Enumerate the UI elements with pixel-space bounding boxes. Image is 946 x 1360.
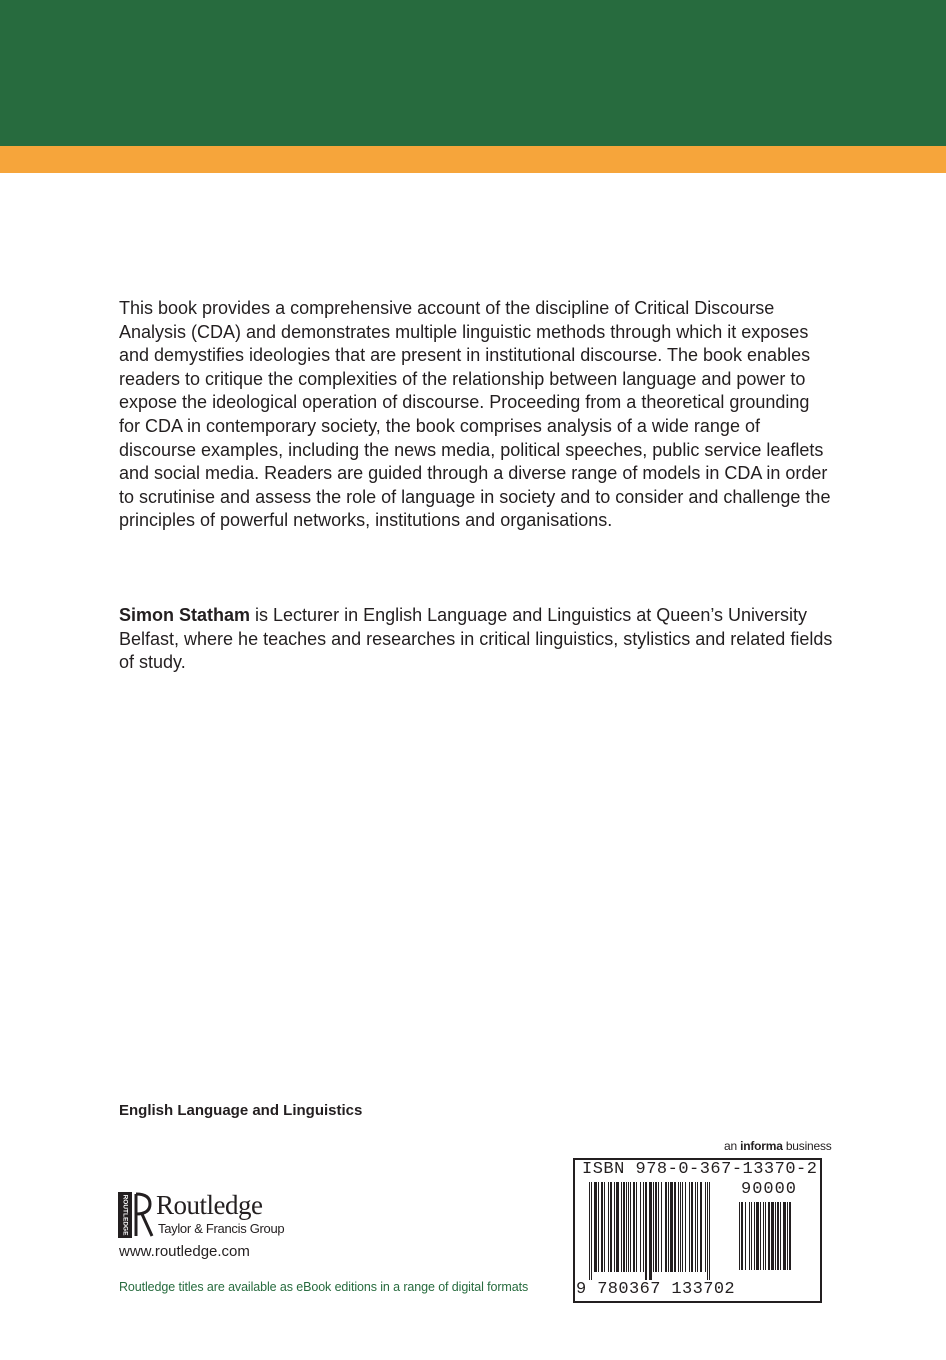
barcode-bar (674, 1182, 676, 1272)
barcode-bar (680, 1182, 681, 1272)
barcode-bar (789, 1202, 791, 1270)
barcode-bar (682, 1182, 683, 1272)
subject-category: English Language and Linguistics (119, 1102, 363, 1119)
isbn-label: ISBN 978-0-367-13370-2 (582, 1160, 818, 1179)
svg-text:ROUTLEDGE: ROUTLEDGE (121, 1194, 129, 1236)
barcode-bar (640, 1182, 641, 1272)
author-name: Simon Statham (119, 605, 251, 625)
barcode-bar (655, 1182, 657, 1272)
informa-suffix: business (782, 1139, 832, 1153)
informa-business-tag (724, 1139, 832, 1153)
barcode-addon-bars (739, 1202, 811, 1280)
barcode-bar (621, 1182, 622, 1272)
barcode-bar (623, 1182, 625, 1272)
barcode-bar (616, 1182, 619, 1272)
author-bio-text: is Lecturer in English Language and Linguistics at Queen’s University Belfast, where he teaches and researches in critical linguistics, stylistics and related fields of study. (119, 605, 833, 673)
author-bio (119, 604, 835, 675)
barcode-bar (691, 1182, 693, 1272)
barcode-bar (668, 1182, 669, 1272)
barcode-bar (695, 1182, 696, 1272)
barcode-bar (739, 1202, 740, 1270)
barcode-bar (658, 1182, 659, 1272)
barcode-bar (643, 1182, 644, 1272)
barcode-bar (626, 1182, 627, 1272)
barcode-bar (783, 1202, 786, 1270)
barcode-bar (678, 1182, 679, 1272)
barcode-bar (665, 1182, 667, 1272)
barcode-bar (608, 1182, 609, 1272)
barcode-bar (697, 1182, 698, 1272)
barcode-bar (765, 1202, 766, 1270)
barcode-bar (685, 1182, 686, 1272)
barcode-bar (628, 1182, 629, 1272)
ebook-note: Routledge titles are available as eBook editions in a range of digital formats (119, 1280, 529, 1294)
barcode-bar (670, 1182, 673, 1272)
barcode-bar (591, 1182, 592, 1280)
cover-top-band (0, 0, 946, 146)
barcode-bar (610, 1182, 612, 1272)
routledge-logo-mark (118, 1192, 132, 1238)
barcode-bar (589, 1182, 590, 1280)
barcode-digits: 9 780367 133702 (576, 1280, 736, 1299)
barcode-bar (645, 1182, 647, 1280)
cover-accent-band (0, 146, 946, 173)
publisher-group: Taylor & Francis Group (158, 1221, 285, 1236)
barcode-bar (636, 1182, 637, 1272)
barcode-bar (760, 1202, 761, 1270)
barcode-bar (749, 1202, 750, 1270)
barcode-bar (763, 1202, 764, 1270)
barcode-bar (649, 1182, 652, 1280)
barcode-bar (633, 1182, 635, 1272)
barcode-bar (705, 1182, 706, 1272)
barcode-bar (598, 1182, 599, 1272)
routledge-logo-r-icon (134, 1192, 154, 1238)
barcode-bar (775, 1202, 776, 1270)
barcode-bar (745, 1202, 746, 1270)
barcode-bar (653, 1182, 654, 1272)
barcode-bar (661, 1182, 662, 1272)
barcode-bar (604, 1182, 605, 1272)
price-code: 90000 (741, 1180, 798, 1199)
barcode-bar (709, 1182, 710, 1280)
barcode-bar (754, 1202, 755, 1270)
barcode-bar (751, 1202, 752, 1270)
isbn-barcode (573, 1158, 822, 1303)
barcode-bar (614, 1182, 615, 1272)
barcode-bar (787, 1202, 788, 1270)
barcode-bar (689, 1182, 690, 1272)
book-description: This book provides a comprehensive account of the discipline of Critical Discourse Analysis (CDA) and demonstrates multiple linguistic methods through which it exposes and demystifies ideologies that are present in institutional discourse. The book enables readers to critique the complexities of the relationship between language and power to expose the ideological operation of discourse. Proceeding from a theoretical grounding for CDA in contemporary society, the book comprises analysis of a wide range of discourse examples, including the news media, political speeches, public service leaflets and social media. Readers are guided through a diverse range of models in CDA in order to scrutinise and assess the role of language in society and to consider and challenge the principles of powerful networks, institutions and organisations. (119, 298, 831, 531)
informa-brand: informa (740, 1139, 783, 1153)
barcode-bar (771, 1202, 774, 1270)
informa-prefix: an (724, 1139, 741, 1153)
publisher-name: Routledge (156, 1190, 263, 1220)
barcode-bar (780, 1202, 781, 1270)
barcode-bar (630, 1182, 631, 1272)
barcode-bar (768, 1202, 770, 1270)
publisher-url[interactable]: www.routledge.com (119, 1243, 250, 1260)
barcode-bar (601, 1182, 603, 1272)
barcode-main-bars (589, 1182, 739, 1282)
barcode-bar (707, 1182, 708, 1280)
barcode-bar (700, 1182, 702, 1272)
barcode-bar (594, 1182, 597, 1272)
barcode-bar (777, 1202, 779, 1270)
routledge-logo (118, 1192, 318, 1240)
barcode-bar (756, 1202, 759, 1270)
barcode-bar (741, 1202, 743, 1270)
